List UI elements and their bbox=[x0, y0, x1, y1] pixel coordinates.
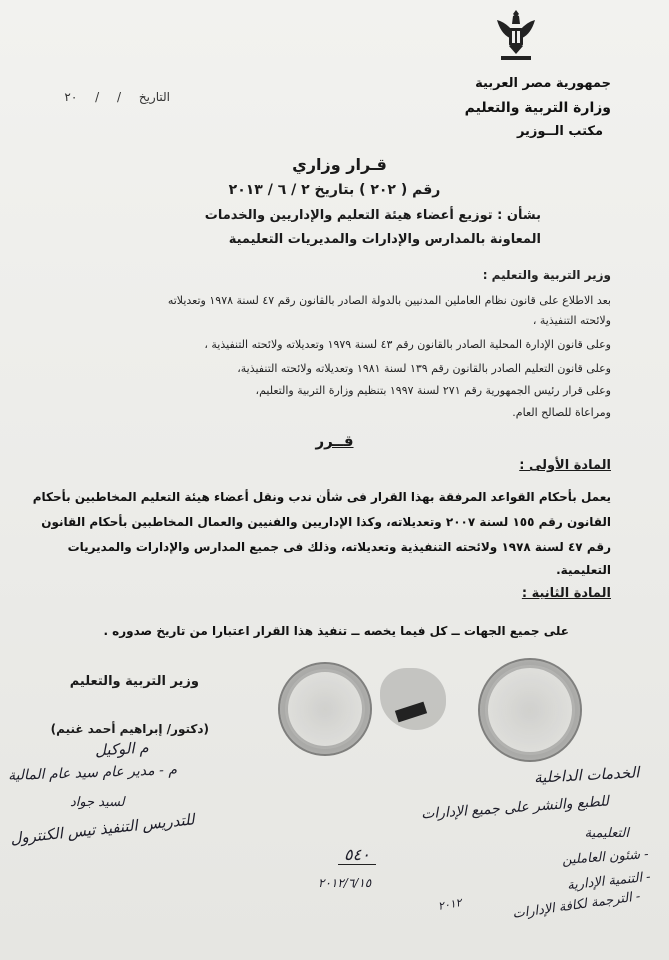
decree-number: رقم ( ٢٠٢ ) بتاريخ ٢ / ٦ / ٢٠١٣ bbox=[228, 182, 441, 198]
preamble-p4: وعلى قرار رئيس الجمهورية رقم ٢٧١ لسنة ١٩٩٧ بتنظيم وزارة التربية والتعليم، bbox=[255, 384, 611, 397]
decree-subject-line2: المعاونة بالمدارس والإدارات والمديريات التعليمية bbox=[228, 232, 541, 247]
handwritten-right-4: - شئون العاملين bbox=[561, 846, 650, 869]
article1-label: المادة الأولى : bbox=[519, 458, 611, 473]
official-stamp-1 bbox=[278, 662, 372, 756]
article1-line2: القانون رقم ١٥٥ لسنة ٢٠٠٧ وتعديلاته، وكذا الإداريين والفنيين والعمال المخاطبين بأحكام القانون bbox=[41, 515, 611, 529]
article2-label: المادة الثانية : bbox=[521, 586, 611, 601]
date-placeholder: التاريخ / / ٢٠ bbox=[64, 90, 170, 104]
handwritten-left-4: للتدريس التنفيذ تيس الكنترول bbox=[9, 810, 196, 848]
preamble-p1-line2: ولائحته التنفيذية ، bbox=[532, 314, 611, 327]
handwritten-right-5: - التنمية الإدارية bbox=[566, 869, 652, 894]
decision-heading: قــرر bbox=[315, 432, 354, 450]
republic-name: جمهورية مصر العربية bbox=[475, 76, 611, 91]
eagle-emblem-icon bbox=[493, 6, 539, 66]
handwritten-right-3: التعليمية bbox=[584, 826, 629, 841]
handwritten-left-3: لسيد جواد bbox=[70, 795, 125, 810]
article1-line1: يعمل بأحكام القواعد المرفقة بهذا القرار فى شأن ندب ونقل أعضاء هيئة التعليم المخاطبين بأحكام bbox=[32, 490, 611, 504]
handwritten-right-1: الخدمات الداخلية bbox=[533, 763, 640, 787]
office-name: مكتب الــوزير bbox=[516, 124, 603, 139]
preamble-p2: وعلى قانون الإدارة المحلية الصادر بالقانون رقم ٤٣ لسنة ١٩٧٩ وتعديلاته ولائحته التنفيذية ، bbox=[204, 338, 611, 351]
handwritten-right-2: للطبع والنشر على جميع الإدارات bbox=[420, 793, 610, 823]
decree-subject-line1: بشأن : توزيع أعضاء هيئة التعليم والإداريين والخدمات bbox=[204, 208, 541, 223]
article2-text: على جميع الجهات ــ كل فيما يخصه ــ تنفيذ هذا القرار اعتبارا من تاريخ صدوره . bbox=[103, 624, 569, 638]
ministry-name: وزارة التربية والتعليم bbox=[464, 100, 611, 116]
stamp-redaction bbox=[395, 702, 427, 723]
handwritten-date: ٢٠١٢/٦/١٥ bbox=[318, 876, 372, 890]
decree-title: قـرار وزاري bbox=[292, 155, 387, 174]
preamble-p5: ومراعاة للصالح العام. bbox=[512, 406, 611, 419]
handwritten-right-6: - الترجمة لكافة الإدارات bbox=[511, 889, 642, 922]
article1-line4: التعليمية. bbox=[556, 563, 611, 577]
handwritten-left-1: م الوكيل bbox=[94, 738, 150, 760]
article1-line3: رقم ٤٧ لسنة ١٩٧٨ ولائحته التنفيذية وتعديلاته، وذلك فى جميع المدارس والإدارات والمديريات bbox=[67, 540, 611, 554]
signature-title: وزير التربية والتعليم bbox=[69, 674, 199, 689]
handwritten-left-2: م - مدير عام سيد عام المالية bbox=[7, 762, 178, 784]
preamble-p1-line1: بعد الاطلاع على قانون نظام العاملين المدنيين بالدولة الصادر بالقانون رقم ٤٧ لسنة ١٩٧٨ وتعديلاته bbox=[167, 294, 611, 307]
preamble-p3: وعلى قانون التعليم الصادر بالقانون رقم ١٣٩ لسنة ١٩٨١ وتعديلاته ولائحته التنفيذية، bbox=[237, 362, 611, 375]
handwritten-number: ٥٤٠ bbox=[338, 845, 376, 865]
smudged-stamp bbox=[380, 668, 446, 730]
handwritten-right-year: ٢٠١٢ bbox=[437, 896, 463, 913]
official-stamp-2 bbox=[478, 658, 582, 762]
signature-name: (دكتور/ إبراهيم أحمد غنيم) bbox=[50, 722, 209, 736]
minister-heading: وزير التربية والتعليم : bbox=[482, 268, 611, 282]
